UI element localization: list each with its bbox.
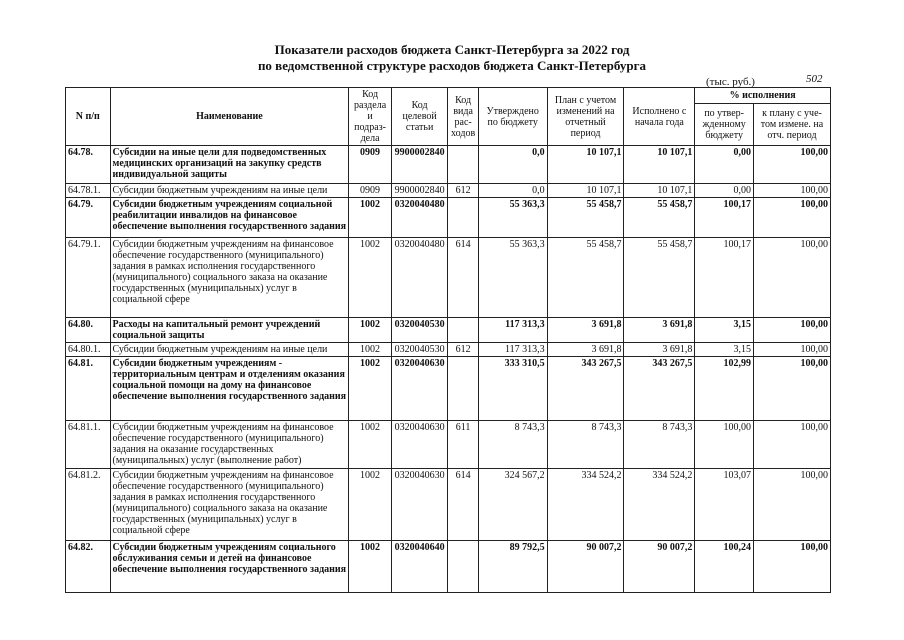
table-row bbox=[66, 541, 831, 593]
cell-name: Субсидии бюджетным учреждениям социальной реабилитации инвалидов на финансовое обеспечение выполнения государственного задания bbox=[110, 198, 349, 238]
cell-pct-plan: 100,00 bbox=[754, 318, 831, 343]
cell-section: 1002 bbox=[349, 541, 391, 593]
cell-num: 64.80. bbox=[66, 318, 111, 343]
table-row bbox=[66, 318, 831, 343]
cell-plan: 10 107,1 bbox=[547, 184, 624, 198]
cell-num: 64.79.1. bbox=[66, 238, 111, 318]
header-executed: Исполнено с начала года bbox=[624, 88, 695, 146]
cell-pct-approved: 3,15 bbox=[695, 318, 754, 343]
cell-target: 0320040480 bbox=[391, 238, 448, 318]
cell-type: 614 bbox=[448, 469, 478, 541]
cell-type bbox=[448, 146, 478, 184]
cell-pct-approved: 0,00 bbox=[695, 146, 754, 184]
cell-approved: 117 313,3 bbox=[478, 318, 547, 343]
header-plan: План с учетом изменений на отчетный период bbox=[547, 88, 624, 146]
header-pct-plan: к плану с уче-том измене. на отч. период bbox=[754, 103, 831, 145]
cell-type bbox=[448, 541, 478, 593]
table-row bbox=[66, 198, 831, 238]
header-target: Код целевой статьи bbox=[391, 88, 448, 146]
cell-target: 0320040630 bbox=[391, 469, 448, 541]
cell-target: 0320040640 bbox=[391, 541, 448, 593]
cell-num: 64.81.1. bbox=[66, 421, 111, 469]
cell-executed: 55 458,7 bbox=[624, 238, 695, 318]
cell-approved: 8 743,3 bbox=[478, 421, 547, 469]
cell-plan: 3 691,8 bbox=[547, 318, 624, 343]
cell-name: Субсидии бюджетным учреждениям на финансовое обеспечение государственного (муниципального) задания в рамках исполнения государственного (муниципального) социального заказа на оказание государственных (муниципальных) услуг в социальной сфере bbox=[110, 238, 349, 318]
cell-approved: 333 310,5 bbox=[478, 357, 547, 421]
cell-type: 611 bbox=[448, 421, 478, 469]
header-name: Наименование bbox=[110, 88, 349, 146]
table-row bbox=[66, 238, 831, 318]
cell-target: 0320040630 bbox=[391, 357, 448, 421]
table-row bbox=[66, 357, 831, 421]
cell-pct-approved: 100,17 bbox=[695, 238, 754, 318]
cell-num: 64.81.2. bbox=[66, 469, 111, 541]
cell-num: 64.80.1. bbox=[66, 343, 111, 357]
cell-approved: 117 313,3 bbox=[478, 343, 547, 357]
units-label: (тыс. руб.) bbox=[706, 76, 755, 88]
cell-name: Субсидии бюджетным учреждениям на финансовое обеспечение государственного (муниципального) задания на оказание государственных (муниципальных) услуг (выполнение работ) bbox=[110, 421, 349, 469]
table-row bbox=[66, 343, 831, 357]
cell-num: 64.81. bbox=[66, 357, 111, 421]
cell-approved: 55 363,3 bbox=[478, 198, 547, 238]
cell-executed: 343 267,5 bbox=[624, 357, 695, 421]
cell-target: 0320040480 bbox=[391, 198, 448, 238]
cell-pct-approved: 3,15 bbox=[695, 343, 754, 357]
cell-pct-plan: 100,00 bbox=[754, 421, 831, 469]
cell-pct-plan: 100,00 bbox=[754, 184, 831, 198]
cell-section: 1002 bbox=[349, 198, 391, 238]
header-section: Код раздела и подраз-дела bbox=[349, 88, 391, 146]
cell-name: Расходы на капитальный ремонт учреждений социальной защиты bbox=[110, 318, 349, 343]
cell-target: 0320040530 bbox=[391, 343, 448, 357]
cell-pct-plan: 100,00 bbox=[754, 541, 831, 593]
table-body bbox=[66, 146, 831, 593]
cell-approved: 324 567,2 bbox=[478, 469, 547, 541]
cell-executed: 55 458,7 bbox=[624, 198, 695, 238]
cell-type bbox=[448, 318, 478, 343]
cell-num: 64.78. bbox=[66, 146, 111, 184]
header-approved: Утверждено по бюджету bbox=[478, 88, 547, 146]
cell-target: 0320040530 bbox=[391, 318, 448, 343]
cell-name: Субсидии бюджетным учреждениям на иные цели bbox=[110, 343, 349, 357]
cell-pct-approved: 100,17 bbox=[695, 198, 754, 238]
cell-pct-plan: 100,00 bbox=[754, 238, 831, 318]
cell-num: 64.82. bbox=[66, 541, 111, 593]
cell-pct-approved: 103,07 bbox=[695, 469, 754, 541]
cell-plan: 343 267,5 bbox=[547, 357, 624, 421]
header-pct-approved: по утвер-жденному бюджету bbox=[695, 103, 754, 145]
cell-section: 0909 bbox=[349, 184, 391, 198]
cell-approved: 0,0 bbox=[478, 146, 547, 184]
cell-num: 64.78.1. bbox=[66, 184, 111, 198]
cell-executed: 10 107,1 bbox=[624, 184, 695, 198]
cell-pct-plan: 100,00 bbox=[754, 198, 831, 238]
cell-type bbox=[448, 357, 478, 421]
cell-type bbox=[448, 198, 478, 238]
cell-section: 1002 bbox=[349, 238, 391, 318]
cell-target: 9900002840 bbox=[391, 184, 448, 198]
cell-target: 9900002840 bbox=[391, 146, 448, 184]
cell-section: 1002 bbox=[349, 357, 391, 421]
cell-plan: 55 458,7 bbox=[547, 198, 624, 238]
page-number: 502 bbox=[806, 73, 823, 85]
cell-name: Субсидии бюджетным учреждениям на иные цели bbox=[110, 184, 349, 198]
header-num: N п/п bbox=[66, 88, 111, 146]
header-pct-group: % исполнения bbox=[695, 88, 831, 104]
cell-name: Субсидии на иные цели для подведомственных медицинских организаций на закупку средств индивидуальной защиты bbox=[110, 146, 349, 184]
cell-executed: 8 743,3 bbox=[624, 421, 695, 469]
cell-name: Субсидии бюджетным учреждениям на финансовое обеспечение государственного (муниципального) задания в рамках исполнения государственного (муниципального) социального заказа на оказание государственных (муниципальных) услуг в социальной сфере bbox=[110, 469, 349, 541]
cell-name: Субсидии бюджетным учреждениям социального обслуживания семьи и детей на финансовое обеспечение выполнения государственного задания bbox=[110, 541, 349, 593]
cell-plan: 55 458,7 bbox=[547, 238, 624, 318]
cell-approved: 0,0 bbox=[478, 184, 547, 198]
cell-approved: 55 363,3 bbox=[478, 238, 547, 318]
table-row bbox=[66, 421, 831, 469]
cell-pct-plan: 100,00 bbox=[754, 343, 831, 357]
cell-plan: 3 691,8 bbox=[547, 343, 624, 357]
cell-plan: 10 107,1 bbox=[547, 146, 624, 184]
cell-section: 1002 bbox=[349, 343, 391, 357]
cell-section: 0909 bbox=[349, 146, 391, 184]
table-row bbox=[66, 184, 831, 198]
cell-executed: 334 524,2 bbox=[624, 469, 695, 541]
cell-num: 64.79. bbox=[66, 198, 111, 238]
cell-pct-plan: 100,00 bbox=[754, 357, 831, 421]
cell-executed: 10 107,1 bbox=[624, 146, 695, 184]
cell-target: 0320040630 bbox=[391, 421, 448, 469]
cell-pct-approved: 100,00 bbox=[695, 421, 754, 469]
cell-name: Субсидии бюджетным учреждениям - территориальным центрам и отделениям оказания социальной помощи на дому на финансовое обеспечение выполнения государственного задания bbox=[110, 357, 349, 421]
cell-pct-plan: 100,00 bbox=[754, 146, 831, 184]
cell-executed: 3 691,8 bbox=[624, 318, 695, 343]
report-title: Показатели расходов бюджета Санкт-Петербурга за 2022 год bbox=[274, 42, 630, 57]
cell-section: 1002 bbox=[349, 318, 391, 343]
cell-plan: 8 743,3 bbox=[547, 421, 624, 469]
cell-pct-approved: 0,00 bbox=[695, 184, 754, 198]
cell-type: 612 bbox=[448, 343, 478, 357]
cell-approved: 89 792,5 bbox=[478, 541, 547, 593]
table-row bbox=[66, 146, 831, 184]
cell-executed: 3 691,8 bbox=[624, 343, 695, 357]
cell-executed: 90 007,2 bbox=[624, 541, 695, 593]
cell-type: 614 bbox=[448, 238, 478, 318]
cell-section: 1002 bbox=[349, 469, 391, 541]
budget-table bbox=[65, 87, 831, 593]
cell-pct-approved: 102,99 bbox=[695, 357, 754, 421]
cell-type: 612 bbox=[448, 184, 478, 198]
cell-pct-plan: 100,00 bbox=[754, 469, 831, 541]
cell-pct-approved: 100,24 bbox=[695, 541, 754, 593]
table-row bbox=[66, 469, 831, 541]
cell-section: 1002 bbox=[349, 421, 391, 469]
cell-plan: 334 524,2 bbox=[547, 469, 624, 541]
cell-plan: 90 007,2 bbox=[547, 541, 624, 593]
header-type: Код вида рас-ходов bbox=[448, 88, 478, 146]
report-subtitle: по ведомственной структуре расходов бюджета Санкт-Петербурга bbox=[257, 58, 647, 73]
